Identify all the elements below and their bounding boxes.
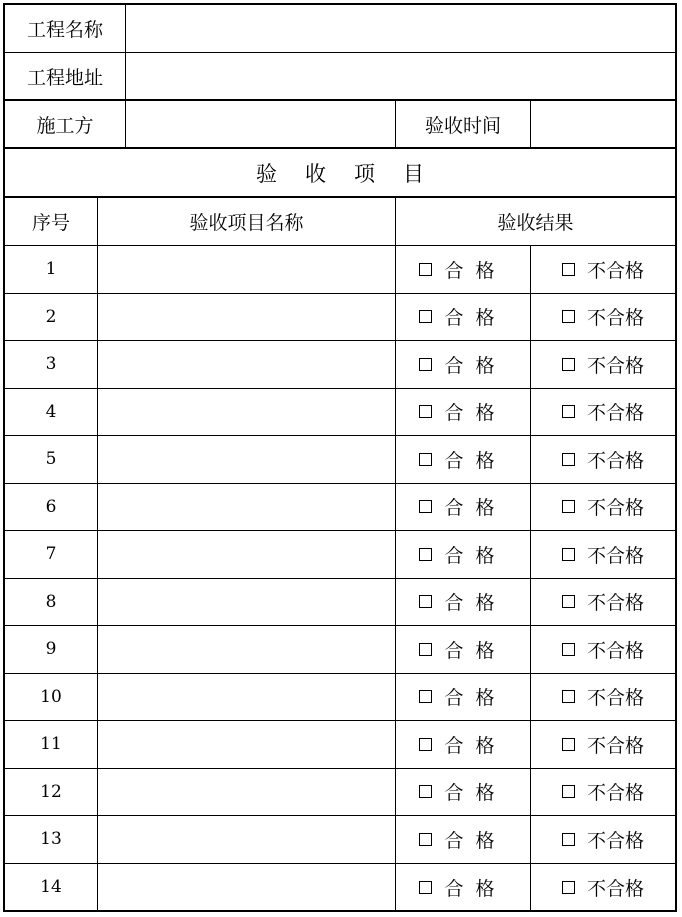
fail-label: 不合格 bbox=[586, 307, 644, 330]
fail-label: 不合格 bbox=[586, 592, 644, 615]
row-number: 6 bbox=[45, 496, 57, 517]
table-header-row bbox=[5, 198, 675, 246]
item-name-field[interactable] bbox=[97, 484, 395, 531]
pass-option[interactable] bbox=[395, 769, 530, 816]
pass-option[interactable] bbox=[395, 531, 530, 578]
table-row bbox=[5, 341, 675, 389]
pass-option[interactable] bbox=[395, 579, 530, 626]
checkbox-icon[interactable] bbox=[562, 358, 575, 371]
table-row bbox=[5, 484, 675, 532]
section-title: 验收项目 bbox=[256, 161, 452, 186]
acceptance-time-label: 验收时间 bbox=[395, 101, 530, 147]
pass-label: 合格 bbox=[444, 734, 507, 757]
checkbox-icon[interactable] bbox=[419, 595, 432, 608]
row-number: 9 bbox=[45, 639, 57, 660]
item-name-field[interactable] bbox=[97, 579, 395, 626]
pass-label: 合格 bbox=[444, 497, 507, 520]
pass-option[interactable] bbox=[395, 294, 530, 341]
table-row bbox=[5, 531, 675, 579]
pass-label: 合格 bbox=[444, 354, 507, 377]
checkbox-icon[interactable] bbox=[419, 263, 432, 276]
checkbox-icon[interactable] bbox=[419, 548, 432, 561]
fail-option[interactable] bbox=[530, 436, 675, 483]
fail-label: 不合格 bbox=[586, 402, 644, 425]
fail-option[interactable] bbox=[530, 816, 675, 863]
item-name-field[interactable] bbox=[97, 246, 395, 293]
checkbox-icon[interactable] bbox=[562, 643, 575, 656]
pass-option[interactable] bbox=[395, 341, 530, 388]
item-name-field[interactable] bbox=[97, 294, 395, 341]
pass-option[interactable] bbox=[395, 816, 530, 863]
fail-label: 不合格 bbox=[586, 259, 644, 282]
fail-label: 不合格 bbox=[586, 687, 644, 710]
item-name-field[interactable] bbox=[97, 816, 395, 863]
row-number: 11 bbox=[40, 734, 62, 755]
pass-option[interactable] bbox=[395, 389, 530, 436]
checkbox-icon[interactable] bbox=[562, 405, 575, 418]
row-number: 4 bbox=[45, 401, 57, 422]
acceptance-time-field[interactable] bbox=[530, 101, 675, 147]
row-number: 3 bbox=[45, 354, 57, 375]
pass-label: 合格 bbox=[444, 402, 507, 425]
acceptance-form bbox=[3, 3, 677, 912]
fail-label: 不合格 bbox=[586, 829, 644, 852]
project-name-field[interactable] bbox=[125, 5, 675, 52]
table-row bbox=[5, 294, 675, 342]
pass-label: 合格 bbox=[444, 639, 507, 662]
section-title-row bbox=[5, 149, 675, 198]
fail-option[interactable] bbox=[530, 626, 675, 673]
fail-label: 不合格 bbox=[586, 449, 644, 472]
fail-option[interactable] bbox=[530, 341, 675, 388]
project-address-label: 工程地址 bbox=[26, 66, 103, 89]
checkbox-icon[interactable] bbox=[419, 785, 432, 798]
col-header-result: 验收结果 bbox=[395, 198, 675, 245]
fail-option[interactable] bbox=[530, 674, 675, 721]
pass-option[interactable] bbox=[395, 721, 530, 768]
checkbox-icon[interactable] bbox=[562, 881, 575, 894]
fail-option[interactable] bbox=[530, 579, 675, 626]
table-row bbox=[5, 674, 675, 722]
checkbox-icon[interactable] bbox=[562, 833, 575, 846]
col-header-item-name: 验收项目名称 bbox=[97, 198, 395, 245]
fail-option[interactable] bbox=[530, 294, 675, 341]
item-name-field[interactable] bbox=[97, 531, 395, 578]
item-name-field[interactable] bbox=[97, 721, 395, 768]
contractor-row bbox=[5, 101, 675, 149]
item-name-field[interactable] bbox=[97, 389, 395, 436]
row-number: 12 bbox=[40, 781, 62, 802]
row-number: 7 bbox=[45, 544, 57, 565]
row-number: 8 bbox=[45, 591, 57, 612]
pass-option[interactable] bbox=[395, 864, 530, 912]
table-row bbox=[5, 721, 675, 769]
item-name-field[interactable] bbox=[97, 436, 395, 483]
checkbox-icon[interactable] bbox=[562, 595, 575, 608]
fail-option[interactable] bbox=[530, 769, 675, 816]
checkbox-icon[interactable] bbox=[562, 548, 575, 561]
checkbox-icon[interactable] bbox=[562, 690, 575, 703]
fail-option[interactable] bbox=[530, 864, 675, 912]
fail-label: 不合格 bbox=[586, 497, 644, 520]
col-header-no: 序号 bbox=[31, 212, 70, 234]
fail-label: 不合格 bbox=[586, 734, 644, 757]
checkbox-icon[interactable] bbox=[419, 833, 432, 846]
pass-label: 合格 bbox=[444, 829, 507, 852]
checkbox-icon[interactable] bbox=[419, 358, 432, 371]
pass-label: 合格 bbox=[444, 687, 507, 710]
table-row bbox=[5, 436, 675, 484]
checkbox-icon[interactable] bbox=[419, 881, 432, 894]
checkbox-icon[interactable] bbox=[419, 405, 432, 418]
item-name-field[interactable] bbox=[97, 769, 395, 816]
fail-label: 不合格 bbox=[586, 877, 644, 900]
table-row bbox=[5, 864, 675, 912]
item-name-field[interactable] bbox=[97, 341, 395, 388]
project-name-label: 工程名称 bbox=[26, 19, 103, 41]
checkbox-icon[interactable] bbox=[562, 785, 575, 798]
row-number: 10 bbox=[40, 686, 62, 707]
checkbox-icon[interactable] bbox=[419, 643, 432, 656]
fail-label: 不合格 bbox=[586, 544, 644, 567]
pass-label: 合格 bbox=[444, 307, 507, 330]
contractor-label: 施工方 bbox=[36, 114, 94, 137]
pass-option[interactable] bbox=[395, 674, 530, 721]
fail-label: 不合格 bbox=[586, 354, 644, 377]
checkbox-icon[interactable] bbox=[562, 263, 575, 276]
table-row bbox=[5, 389, 675, 437]
row-number: 2 bbox=[45, 306, 57, 327]
checkbox-icon[interactable] bbox=[419, 500, 432, 513]
fail-option[interactable] bbox=[530, 246, 675, 293]
checkbox-icon[interactable] bbox=[419, 738, 432, 751]
fail-option[interactable] bbox=[530, 484, 675, 531]
fail-label: 不合格 bbox=[586, 639, 644, 662]
pass-option[interactable] bbox=[395, 436, 530, 483]
fail-option[interactable] bbox=[530, 531, 675, 578]
table-row bbox=[5, 246, 675, 294]
item-name-field[interactable] bbox=[97, 626, 395, 673]
item-name-field[interactable] bbox=[97, 674, 395, 721]
pass-label: 合格 bbox=[444, 782, 507, 805]
checkbox-icon[interactable] bbox=[419, 690, 432, 703]
checkbox-icon[interactable] bbox=[562, 738, 575, 751]
row-number: 14 bbox=[40, 877, 62, 898]
checkbox-icon[interactable] bbox=[562, 310, 575, 323]
pass-label: 合格 bbox=[444, 877, 507, 900]
fail-option[interactable] bbox=[530, 389, 675, 436]
pass-label: 合格 bbox=[444, 449, 507, 472]
checkbox-icon[interactable] bbox=[419, 453, 432, 466]
checkbox-icon[interactable] bbox=[562, 500, 575, 513]
pass-label: 合格 bbox=[444, 592, 507, 615]
item-name-field[interactable] bbox=[97, 864, 395, 912]
row-number: 1 bbox=[45, 259, 57, 280]
row-number: 13 bbox=[40, 829, 62, 850]
contractor-field[interactable] bbox=[125, 101, 395, 147]
row-number: 5 bbox=[45, 449, 57, 470]
table-row bbox=[5, 626, 675, 674]
project-address-field[interactable] bbox=[125, 53, 675, 99]
table-row bbox=[5, 579, 675, 627]
checkbox-icon[interactable] bbox=[419, 310, 432, 323]
table-row bbox=[5, 769, 675, 817]
pass-option[interactable] bbox=[395, 484, 530, 531]
pass-option[interactable] bbox=[395, 626, 530, 673]
pass-label: 合格 bbox=[444, 259, 507, 282]
project-name-row bbox=[5, 5, 675, 53]
fail-label: 不合格 bbox=[586, 782, 644, 805]
checkbox-icon[interactable] bbox=[562, 453, 575, 466]
table-row bbox=[5, 816, 675, 864]
pass-option[interactable] bbox=[395, 246, 530, 293]
pass-label: 合格 bbox=[444, 544, 507, 567]
fail-option[interactable] bbox=[530, 721, 675, 768]
project-address-row bbox=[5, 53, 675, 101]
